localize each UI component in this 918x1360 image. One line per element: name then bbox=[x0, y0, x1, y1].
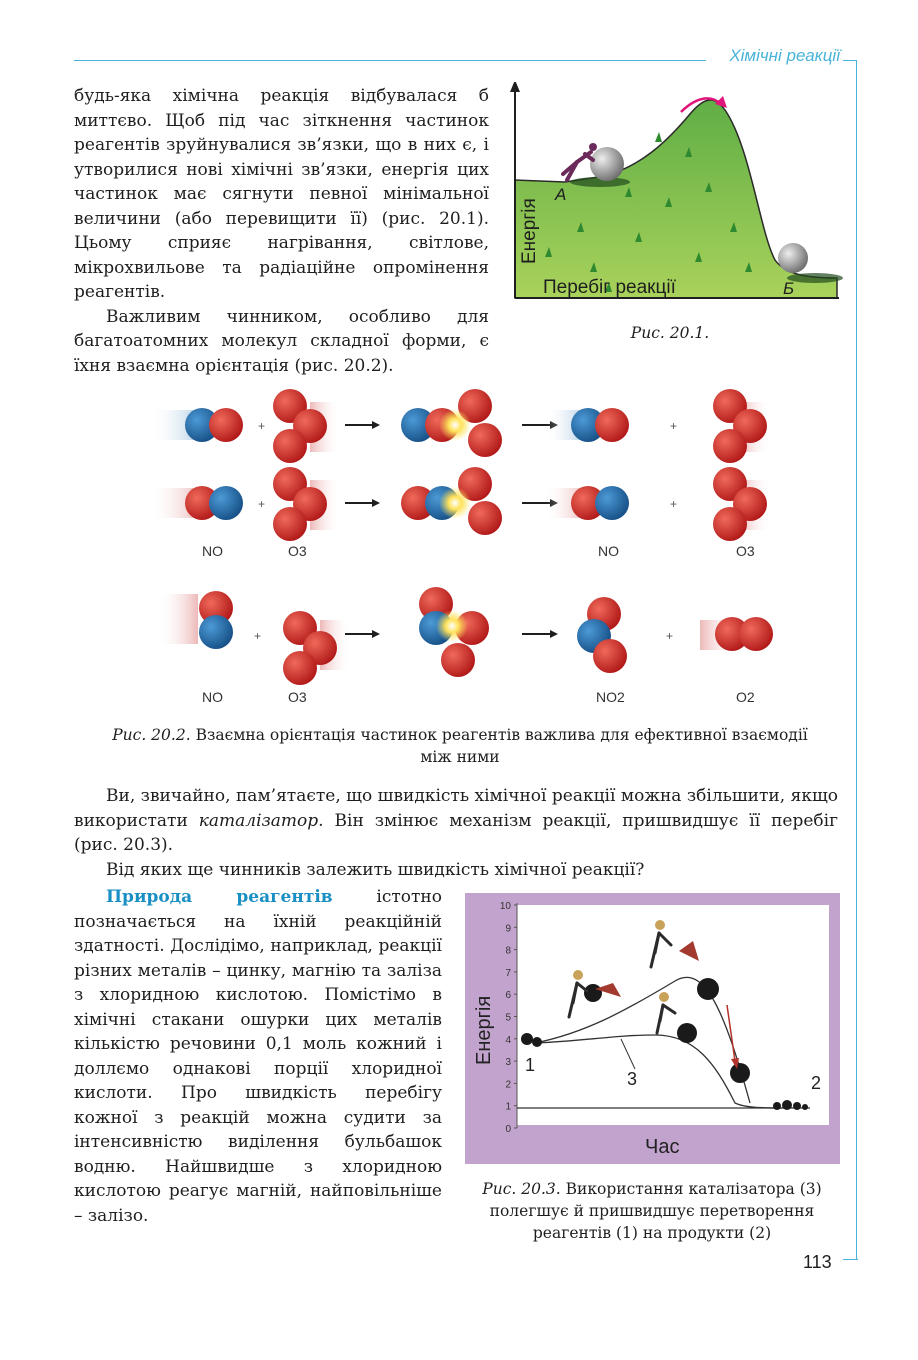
row3-label-o2: O2 bbox=[736, 689, 755, 705]
page-margin-rule bbox=[843, 60, 857, 1260]
paragraph-orientation: Важливим чинником, особливо для багатоатомних молекул складної форми, є їхня взаємна орієнтація (рис. 20.2). bbox=[74, 306, 489, 376]
row3-label-o3: O3 bbox=[288, 689, 307, 705]
paragraph-energy: будь-яка хімічна реакція відбувалася б миттєво. Щоб під час зіткнення частинок реагентів зруйнувалися зв’язки, що в них є, і утворилися нові хімічні зв’язки, енергія цих частинок має сягнути певної мінімальної величини (або перевищити її) (рис. 20.1). Цьому сприяє нагрівання, світлове, мікрохвильове та радіаційне опромінення реагентів. bbox=[74, 86, 489, 302]
row2-label-no-left: NO bbox=[202, 543, 223, 559]
svg-text:+: + bbox=[670, 497, 678, 511]
y-tick-label: 10 bbox=[499, 901, 511, 912]
header-rule bbox=[74, 60, 706, 61]
svg-text:+: + bbox=[666, 629, 674, 643]
fig1-y-axis-label: Енергія bbox=[519, 198, 540, 264]
point-b-label: Б bbox=[783, 279, 795, 298]
boulder-icon bbox=[584, 984, 602, 1002]
svg-text:+: + bbox=[254, 629, 262, 643]
running-header-title: Хімічні реакції bbox=[729, 46, 840, 65]
orientation-row-2 bbox=[150, 467, 770, 559]
svg-text:+: + bbox=[670, 419, 678, 433]
y-tick-label: 5 bbox=[505, 1012, 511, 1024]
svg-text:+: + bbox=[258, 419, 266, 433]
figure-20-3-caption: Рис. 20.3. Використання каталізатора (3) полегшує й пришвидшує перетворення реагентів (1) на продукти (2) bbox=[482, 1180, 822, 1242]
orientation-row-3 bbox=[158, 587, 773, 705]
fig1-x-axis-label: Перебіг реакції bbox=[543, 277, 676, 298]
point-a-label: А bbox=[555, 185, 567, 204]
figure-20-3 bbox=[465, 893, 840, 1164]
figure-20-2 bbox=[140, 382, 780, 710]
text-column-middle bbox=[74, 784, 838, 882]
curve-label-1: 1 bbox=[525, 1055, 536, 1075]
text-column-top bbox=[74, 84, 489, 378]
reactant-pile-icon bbox=[521, 1033, 533, 1045]
figure-20-1-caption: Рис. 20.1. bbox=[630, 324, 710, 342]
paragraph-nature-of-reagents: Природа реагентів істотно позначається на їхній реакційній здатності. Дослідімо, наприклад, реакції різних металів – цинку, магнію та заліза з хлоридною кислотою. Помістімо в хімічні стакани ошурки цих металів кількістю речовини 0,1 моль кожний і доллємо однакові порції хлоридної кислоти. Про швидкість перебігу кожної з реакцій можна судити за інтенсивністю виділення бульбашок водню. Найшвидше з хлоридною кислотою реагує магній, найповільніше – залізо. bbox=[74, 887, 442, 1226]
y-tick-label: 6 bbox=[505, 990, 511, 1002]
figure-20-2-caption: Рис. 20.2. Взаємна орієнтація частинок реагентів важлива для ефективної взаємодії між ними bbox=[112, 726, 808, 766]
fig3-x-axis-label: Час bbox=[645, 1136, 680, 1158]
person-pushing-icon bbox=[563, 152, 593, 180]
boulder-at-a-icon bbox=[590, 147, 624, 181]
fig3-plot-area bbox=[517, 905, 829, 1125]
svg-text:+: + bbox=[258, 497, 266, 511]
y-tick-label: 1 bbox=[505, 1101, 511, 1113]
curve-label-2: 2 bbox=[811, 1073, 822, 1093]
y-tick-label: 3 bbox=[505, 1057, 511, 1069]
y-tick-label: 0 bbox=[505, 1124, 511, 1135]
figure-20-1 bbox=[505, 82, 845, 304]
page-number-rule bbox=[843, 1259, 858, 1260]
product-pile-icon bbox=[773, 1102, 781, 1110]
paragraph-question: Від яких ще чинників залежить швидкість хімічної реакції? bbox=[106, 859, 645, 880]
y-tick-label: 9 bbox=[505, 923, 511, 935]
row2-label-no-right: NO bbox=[598, 543, 619, 559]
y-tick-label: 4 bbox=[505, 1034, 511, 1046]
text-column-bottom bbox=[74, 885, 442, 1228]
page-number: 113 bbox=[803, 1252, 832, 1272]
curve-label-3: 3 bbox=[627, 1069, 638, 1089]
y-tick-label: 2 bbox=[505, 1079, 511, 1091]
y-tick-label: 8 bbox=[505, 945, 511, 957]
y-tick-label: 7 bbox=[505, 967, 511, 979]
row3-label-no2: NO2 bbox=[596, 689, 625, 705]
row2-label-o3-left: O3 bbox=[288, 543, 307, 559]
boulder-at-b-icon bbox=[778, 243, 808, 273]
orientation-row-1 bbox=[150, 389, 770, 463]
term-nature-of-reagents: Природа реагентів bbox=[106, 887, 333, 907]
fig3-y-axis-label: Енергія bbox=[473, 995, 495, 1065]
paragraph-catalyst: Ви, звичайно, пам’ятаєте, що швидкість хімічної реакції можна збільшити, якщо використати каталізатор. Він змінює механізм реакції, пришвидшує її перебіг (рис. 20.3). bbox=[74, 786, 838, 855]
row2-label-o3-right: O3 bbox=[736, 543, 755, 559]
row3-label-no: NO bbox=[202, 689, 223, 705]
